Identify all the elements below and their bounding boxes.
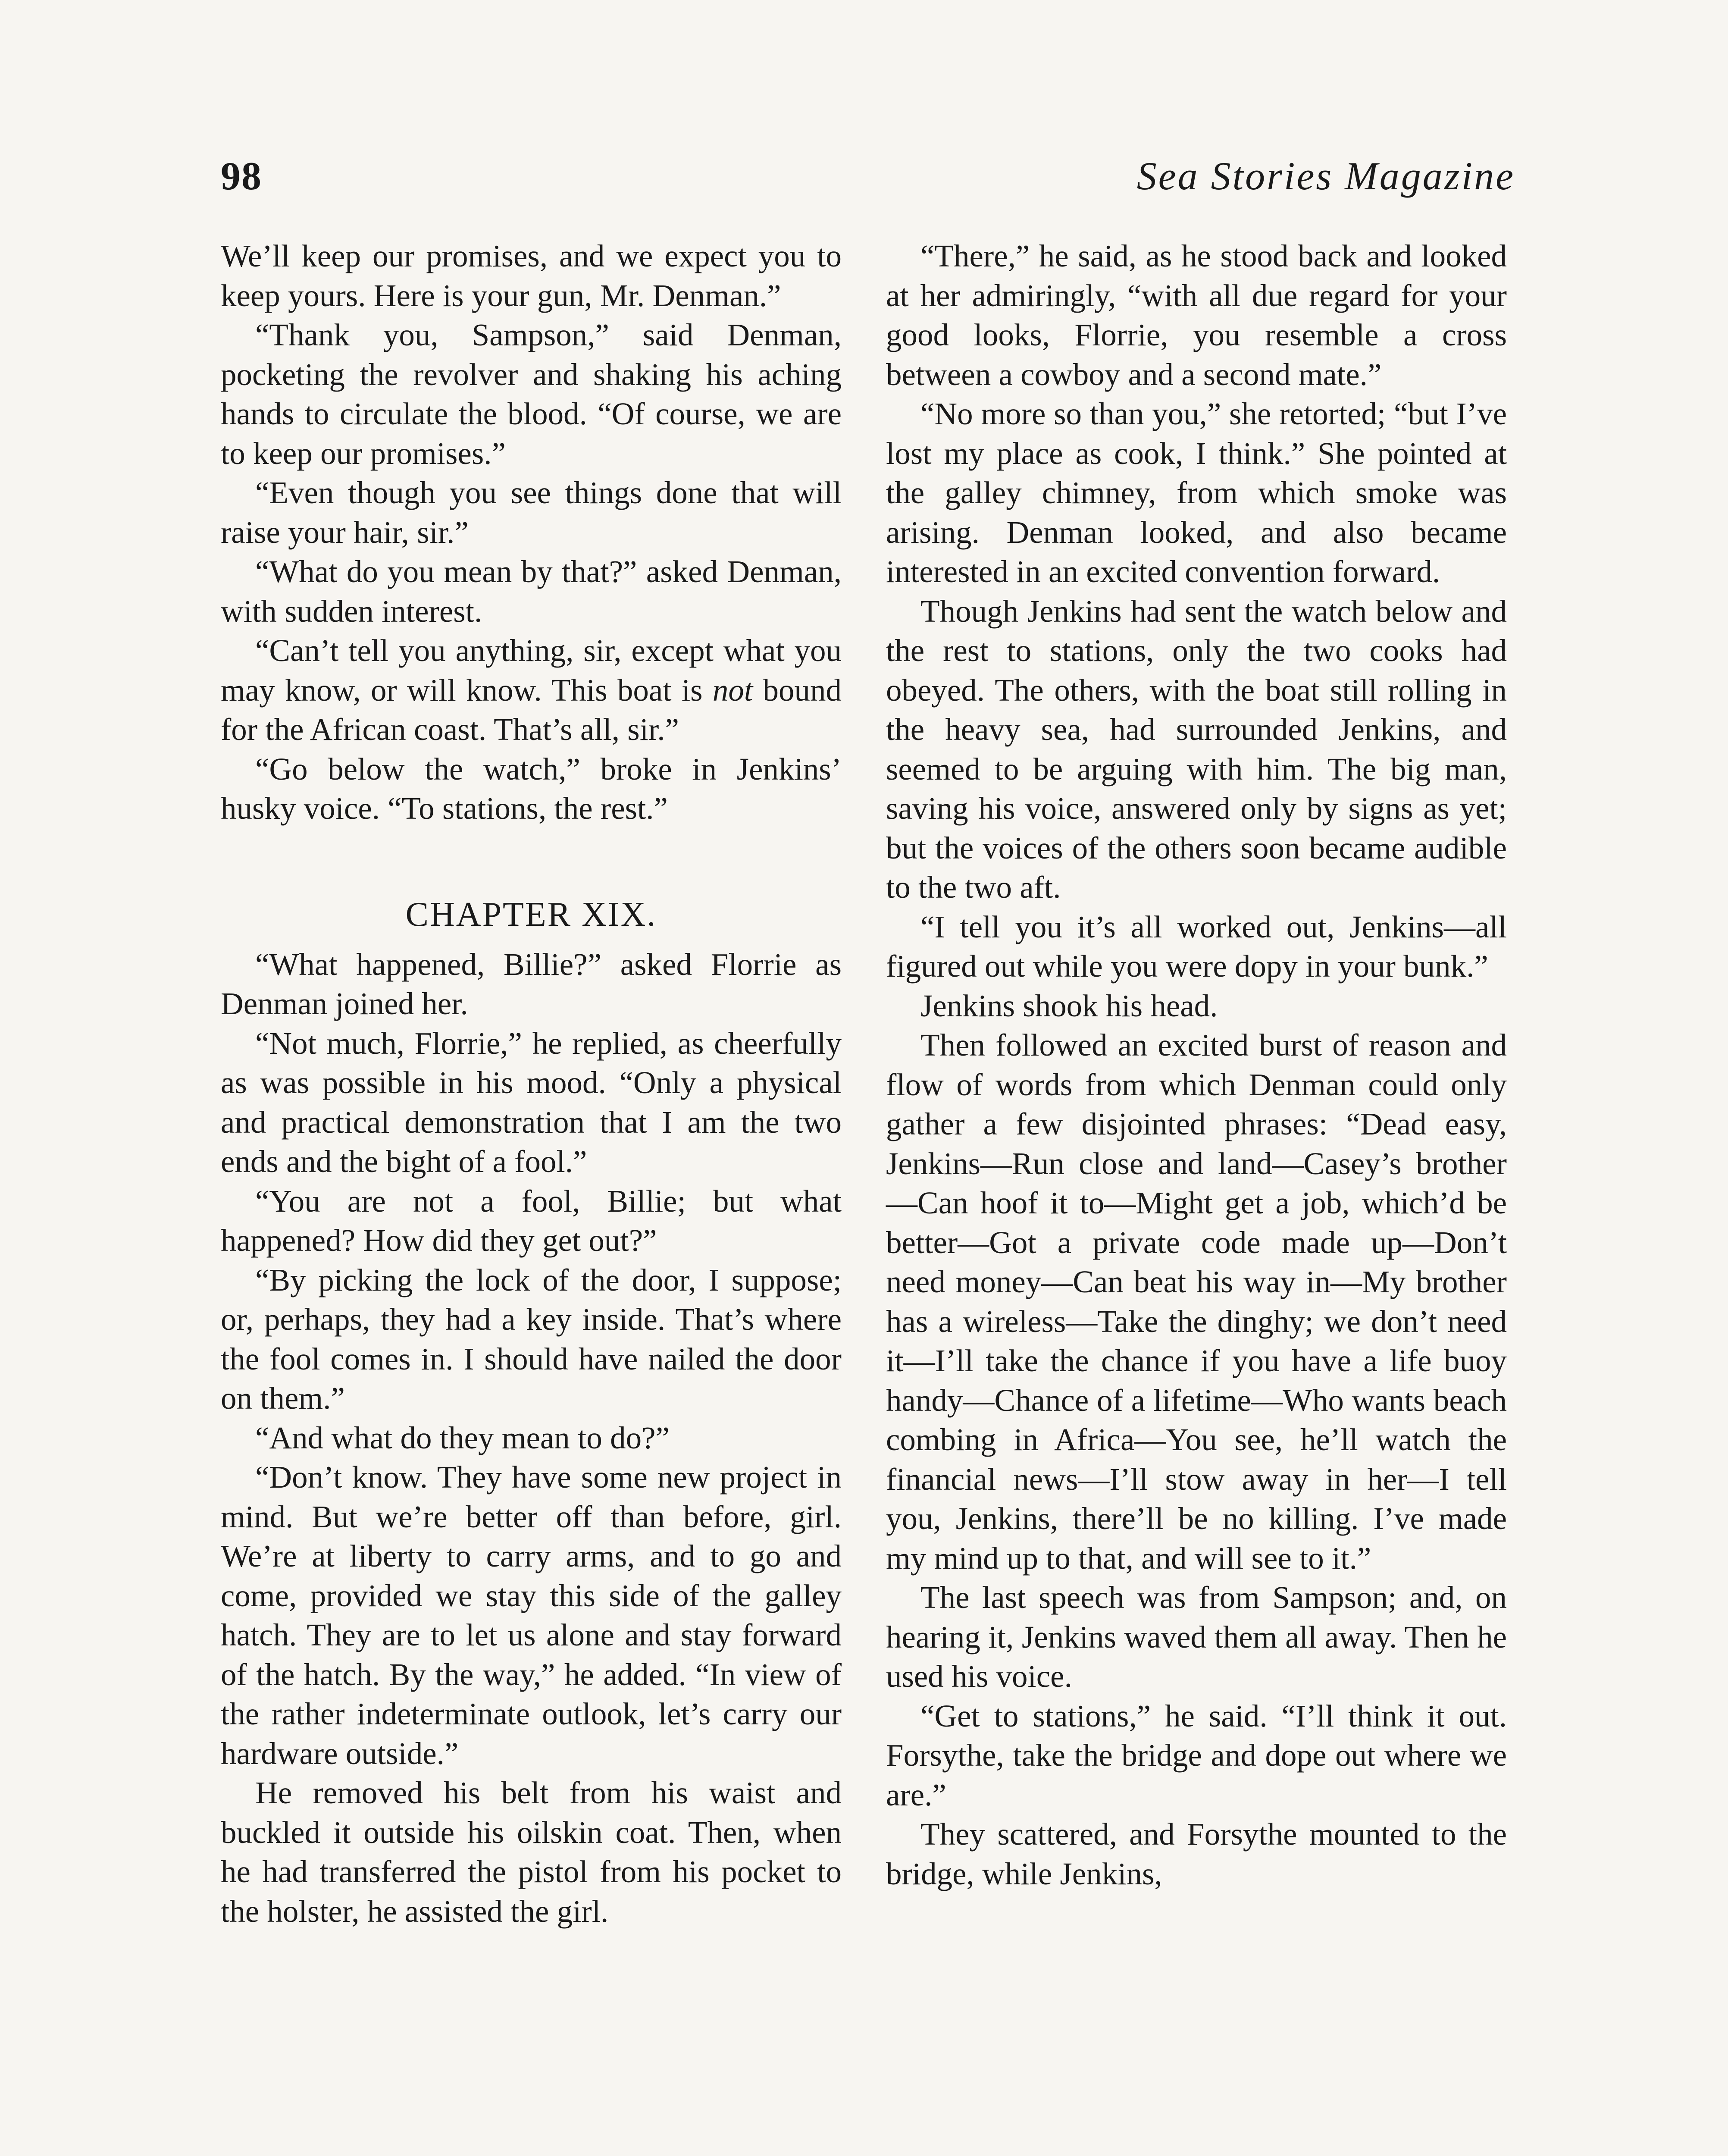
emphasis-text: not (712, 672, 753, 708)
paragraph: “What happened, Billie?” asked Florrie as Denman joined her. (221, 946, 842, 1021)
page-number: 98 (221, 154, 262, 198)
paragraph: “Even though you see things done that will raise your hair, sir.” (221, 475, 842, 550)
paragraph: He removed his belt from his waist and buckled it outside his oilskin coat. Then, when he had transferred the pistol from his pocket to the holster, he assisted the girl. (221, 1775, 842, 1929)
paragraph: The last speech was from Sampson; and, on hearing it, Jenkins waved them all away. Then he used his voice. (886, 1580, 1507, 1694)
paragraph: “And what do they mean to do?” (255, 1420, 670, 1455)
paragraph: “There,” he said, as he stood back and looked at her admiringly, “with all due regard for your good looks, Florrie, you resemble a cross between a cowboy and a second mate.” (886, 238, 1507, 392)
paragraph: “What do you mean by that?” asked Denman, with sudden interest. (221, 554, 842, 629)
paragraph: “Thank you, Sampson,” said Denman, pocketing the revolver and shaking his aching hands to circulate the blood. “Of course, we are to keep our promises.” (221, 317, 842, 471)
paragraph: “No more so than you,” she retorted; “but I’ve lost my place as cook, I think.” She pointed at the galley chimney, from which smoke was arising. Denman looked, and also became interested in an excited convention forward. (886, 396, 1507, 589)
paragraph: “Go below the watch,” broke in Jenkins’ husky voice. “To stations, the rest.” (221, 751, 842, 826)
paragraph-text: “Can’t tell you anything, sir, except what you may know, or will know. This boat is (221, 633, 842, 708)
paragraph: Jenkins shook his head. (920, 988, 1218, 1023)
paragraph: “I tell you it’s all worked out, Jenkins—all figured out while you were dopy in your bunk.” (886, 909, 1507, 984)
paragraph: “You are not a fool, Billie; but what happened? How did they get out?” (221, 1183, 842, 1258)
paragraph: They scattered, and Forsythe mounted to the bridge, while Jenkins, (886, 1817, 1507, 1891)
paragraph (221, 631, 842, 749)
paragraph: “By picking the lock of the door, I suppose; or, perhaps, they had a key inside. That’s where the fool comes in. I should have nailed the door on them.” (221, 1262, 842, 1416)
chapter-heading: CHAPTER XIX. (405, 895, 657, 934)
left-column (221, 236, 842, 1931)
paragraph: We’ll keep our promises, and we expect you to keep yours. Here is your gun, Mr. Denman.” (221, 238, 842, 313)
magazine-title: Sea Stories Magazine (1136, 154, 1515, 198)
paragraph: “Don’t know. They have some new project in mind. But we’re better off than before, girl. We’re at liberty to carry arms, and to go and come, provided we stay this side of the galley hatch. They are to let us alone and stay forward of the hatch. By the way,” he added. “In view of the rather indeterminate outlook, let’s carry our hardware outside.” (221, 1460, 842, 1771)
paragraph: “Get to stations,” he said. “I’ll think it out. Forsythe, take the bridge and dope out where we are.” (886, 1698, 1507, 1812)
right-column (886, 236, 1507, 1893)
paragraph: “Not much, Florrie,” he replied, as cheerfully as was possible in his mood. “Only a physical and practical demonstration that I am the two ends and the bight of a fool.” (221, 1025, 842, 1179)
paragraph: Then followed an excited burst of reason and flow of words from which Denman could only gather a few disjointed phrases: “Dead easy, Jenkins—Run close and land—Casey’s brother—Can hoof it to—Might get a job, which’d be better—Got a private code made up—Don’t need money—Can beat his way in—My brother has a wireless—Take the dinghy; we don’t need it—I’ll take the chance if you have a life buoy handy—Chance of a lifetime—Who wants beach combing in Africa—You see, he’ll watch the financial news—I’ll stow away in her—I tell you, Jenkins, there’ll be no killing. I’ve made my mind up to that, and will see to it.” (886, 1028, 1507, 1576)
paragraph: Though Jenkins had sent the watch below and the rest to stations, only the two cooks had obeyed. The others, with the boat still rolling in the heavy sea, had surrounded Jenkins, and seemed to be arguing with him. The big man, saving his voice, answered only by signs as yet; but the voices of the others soon became audible to the two aft. (886, 593, 1507, 905)
paragraph-text: bound for the African coast. That’s all, sir.” (221, 672, 842, 747)
page-header (221, 153, 1515, 213)
